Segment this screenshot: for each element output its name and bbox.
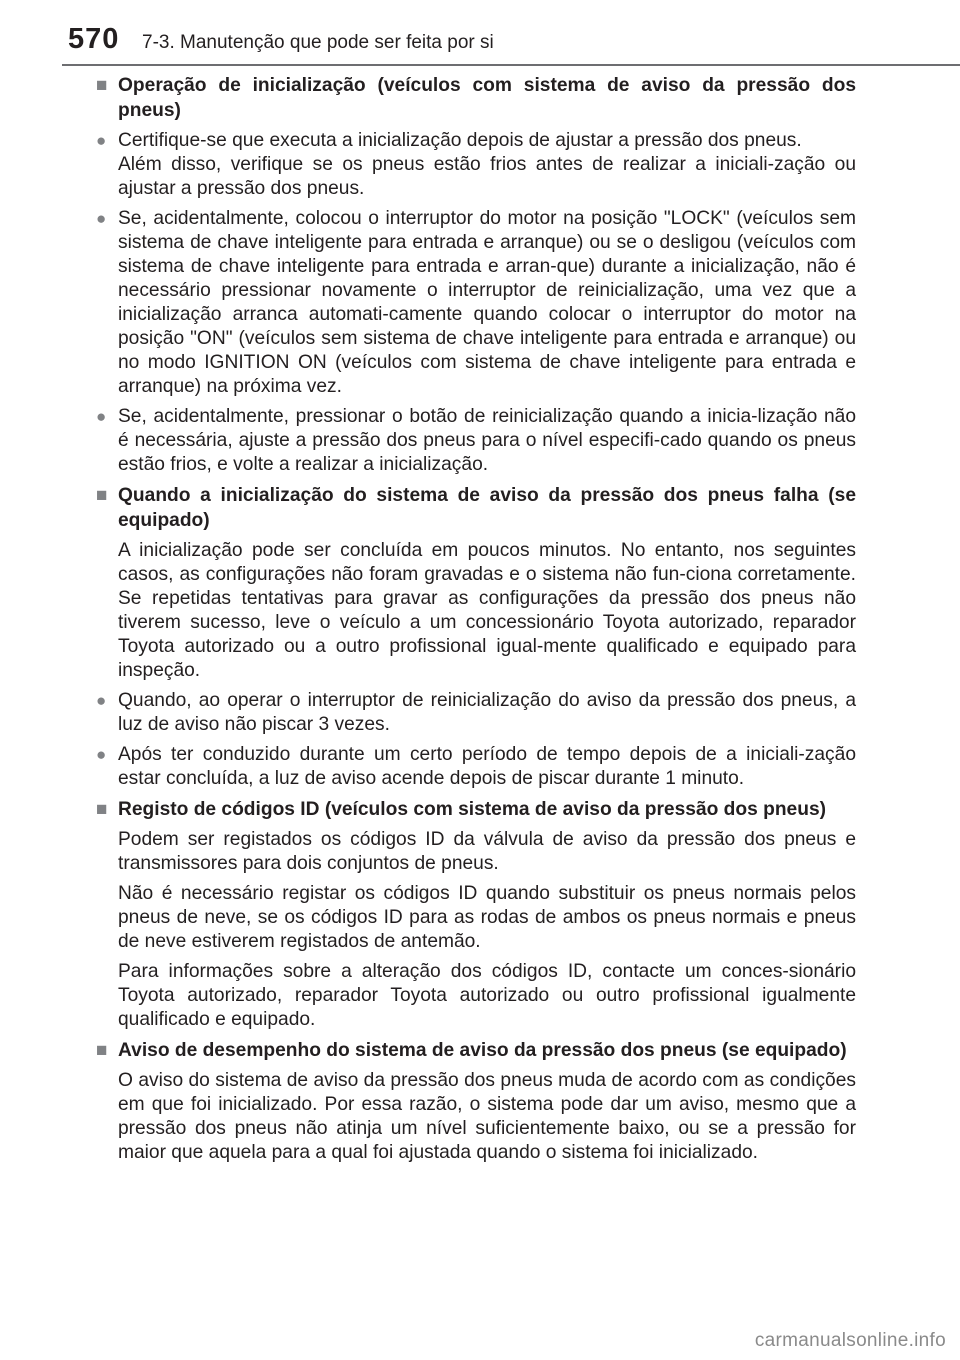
body-paragraph: A inicialização pode ser concluída em poucos minutos. No entanto, nos seguintes casos, as configurações não foram gravadas e o sistema não fun-ciona corretamente. Se repetidas tentativas para gravar as configurações da pressão dos pneus não tiverem sucesso, leve o veículo a um concessionário Toyota autorizado, reparador Toyota autorizado ou a outro profissional igual-mente qualificado e equipado para inspeção. xyxy=(118,540,856,681)
section-heading xyxy=(96,483,856,533)
page-number: 570 xyxy=(68,23,120,55)
body-paragraph: O aviso do sistema de aviso da pressão dos pneus muda de acordo com as condições em que foi inicializado. Por essa razão, o sistema pode dar um aviso, mesmo que a pressão dos pneus não atinja um nível suficientemente baixo, ou se a pressão for maior que aquela para a qual foi ajustada quando o sistema foi inicializado. xyxy=(118,1070,856,1163)
bullet-paragraph: Certifique-se que executa a inicialização depois de ajustar a pressão dos pneus. xyxy=(118,130,802,151)
bullet-body xyxy=(118,743,856,791)
section xyxy=(96,1038,856,1165)
bullet-body xyxy=(118,207,856,399)
bullet-item xyxy=(96,689,856,737)
bullet-item xyxy=(96,129,856,201)
bullet-body xyxy=(118,129,856,201)
section-heading xyxy=(96,797,856,822)
body-paragraph: Não é necessário registar os códigos ID quando substituir os pneus normais pelos pneus de neve, se os códigos ID para as rodas de ambos os pneus normais e pneus de neve estiverem registados de antemão. xyxy=(118,883,856,952)
bullet-item xyxy=(96,743,856,791)
square-bullet-icon: ■ xyxy=(96,485,108,506)
circle-bullet-icon: ● xyxy=(96,407,107,426)
circle-bullet-icon: ● xyxy=(96,131,107,150)
manual-body xyxy=(96,73,856,1171)
section-heading-text: Operação de inicialização (veículos com sistema de aviso da pressão dos pneus) xyxy=(118,75,856,121)
header-divider xyxy=(62,64,960,66)
bullet-paragraph: Se, acidentalmente, pressionar o botão de reinicialização quando a inicia-lização não é necessária, ajuste a pressão dos pneus para o nível especifi-cado quando os pneus estão frios, e volte a realizar a inicialização. xyxy=(118,406,856,475)
bullet-body xyxy=(118,405,856,477)
bullet-paragraph: Após ter conduzido durante um certo período de tempo depois de a iniciali-zação estar concluída, a luz de aviso acende depois de piscar durante 1 minuto. xyxy=(118,744,856,789)
bullet-item xyxy=(96,207,856,399)
circle-bullet-icon: ● xyxy=(96,745,107,764)
page-header xyxy=(0,0,960,68)
section xyxy=(96,73,856,477)
square-bullet-icon: ■ xyxy=(96,799,108,820)
section-heading-text: Quando a inicialização do sistema de aviso da pressão dos pneus falha (se equipado) xyxy=(118,485,856,531)
bullet-paragraph: Quando, ao operar o interruptor de reinicialização do aviso da pressão dos pneus, a luz de aviso não piscar 3 vezes. xyxy=(118,690,856,735)
circle-bullet-icon: ● xyxy=(96,691,107,710)
body-paragraph: Podem ser registados os códigos ID da válvula de aviso da pressão dos pneus e transmissores para dois conjuntos de pneus. xyxy=(118,829,856,874)
chapter-title: 7-3. Manutenção que pode ser feita por si xyxy=(142,32,494,53)
section-heading-text: Registo de códigos ID (veículos com sistema de aviso da pressão dos pneus) xyxy=(118,799,827,820)
circle-bullet-icon: ● xyxy=(96,209,107,228)
body-paragraph: Para informações sobre a alteração dos códigos ID, contacte um conces-sionário Toyota autorizado, reparador Toyota autorizado ou outro profissional igualmente qualificado e equipado. xyxy=(118,961,856,1030)
square-bullet-icon: ■ xyxy=(96,1040,108,1061)
section-heading-text: Aviso de desempenho do sistema de aviso da pressão dos pneus (se equipado) xyxy=(118,1040,847,1061)
bullet-item xyxy=(96,405,856,477)
square-bullet-icon: ■ xyxy=(96,75,108,96)
section-heading xyxy=(96,73,856,123)
bullet-paragraph: Além disso, verifique se os pneus estão frios antes de realizar a iniciali-zação ou ajustar a pressão dos pneus. xyxy=(118,154,856,199)
section-heading xyxy=(96,1038,856,1063)
watermark: carmanualsonline.info xyxy=(754,1330,946,1351)
bullet-body xyxy=(118,689,856,737)
bullet-paragraph: Se, acidentalmente, colocou o interruptor do motor na posição "LOCK" (veículos sem sistema de chave inteligente para entrada e arranque) ou se o desligou (veículos com sistema de chave inteligente para entrada e arran-que) durante a inicialização, não é necessário pressionar novamente o interruptor de reinicialização, uma vez que a inicialização arranca automati-camente quando colocar o interruptor do motor na posição "ON" (veículos sem sistema de chave inteligente para entrada e arranque) ou no modo IGNITION ON (veículos com sistema de chave inteligente para entrada e arranque) na próxima vez. xyxy=(118,208,856,397)
section xyxy=(96,797,856,1032)
section xyxy=(96,483,856,791)
